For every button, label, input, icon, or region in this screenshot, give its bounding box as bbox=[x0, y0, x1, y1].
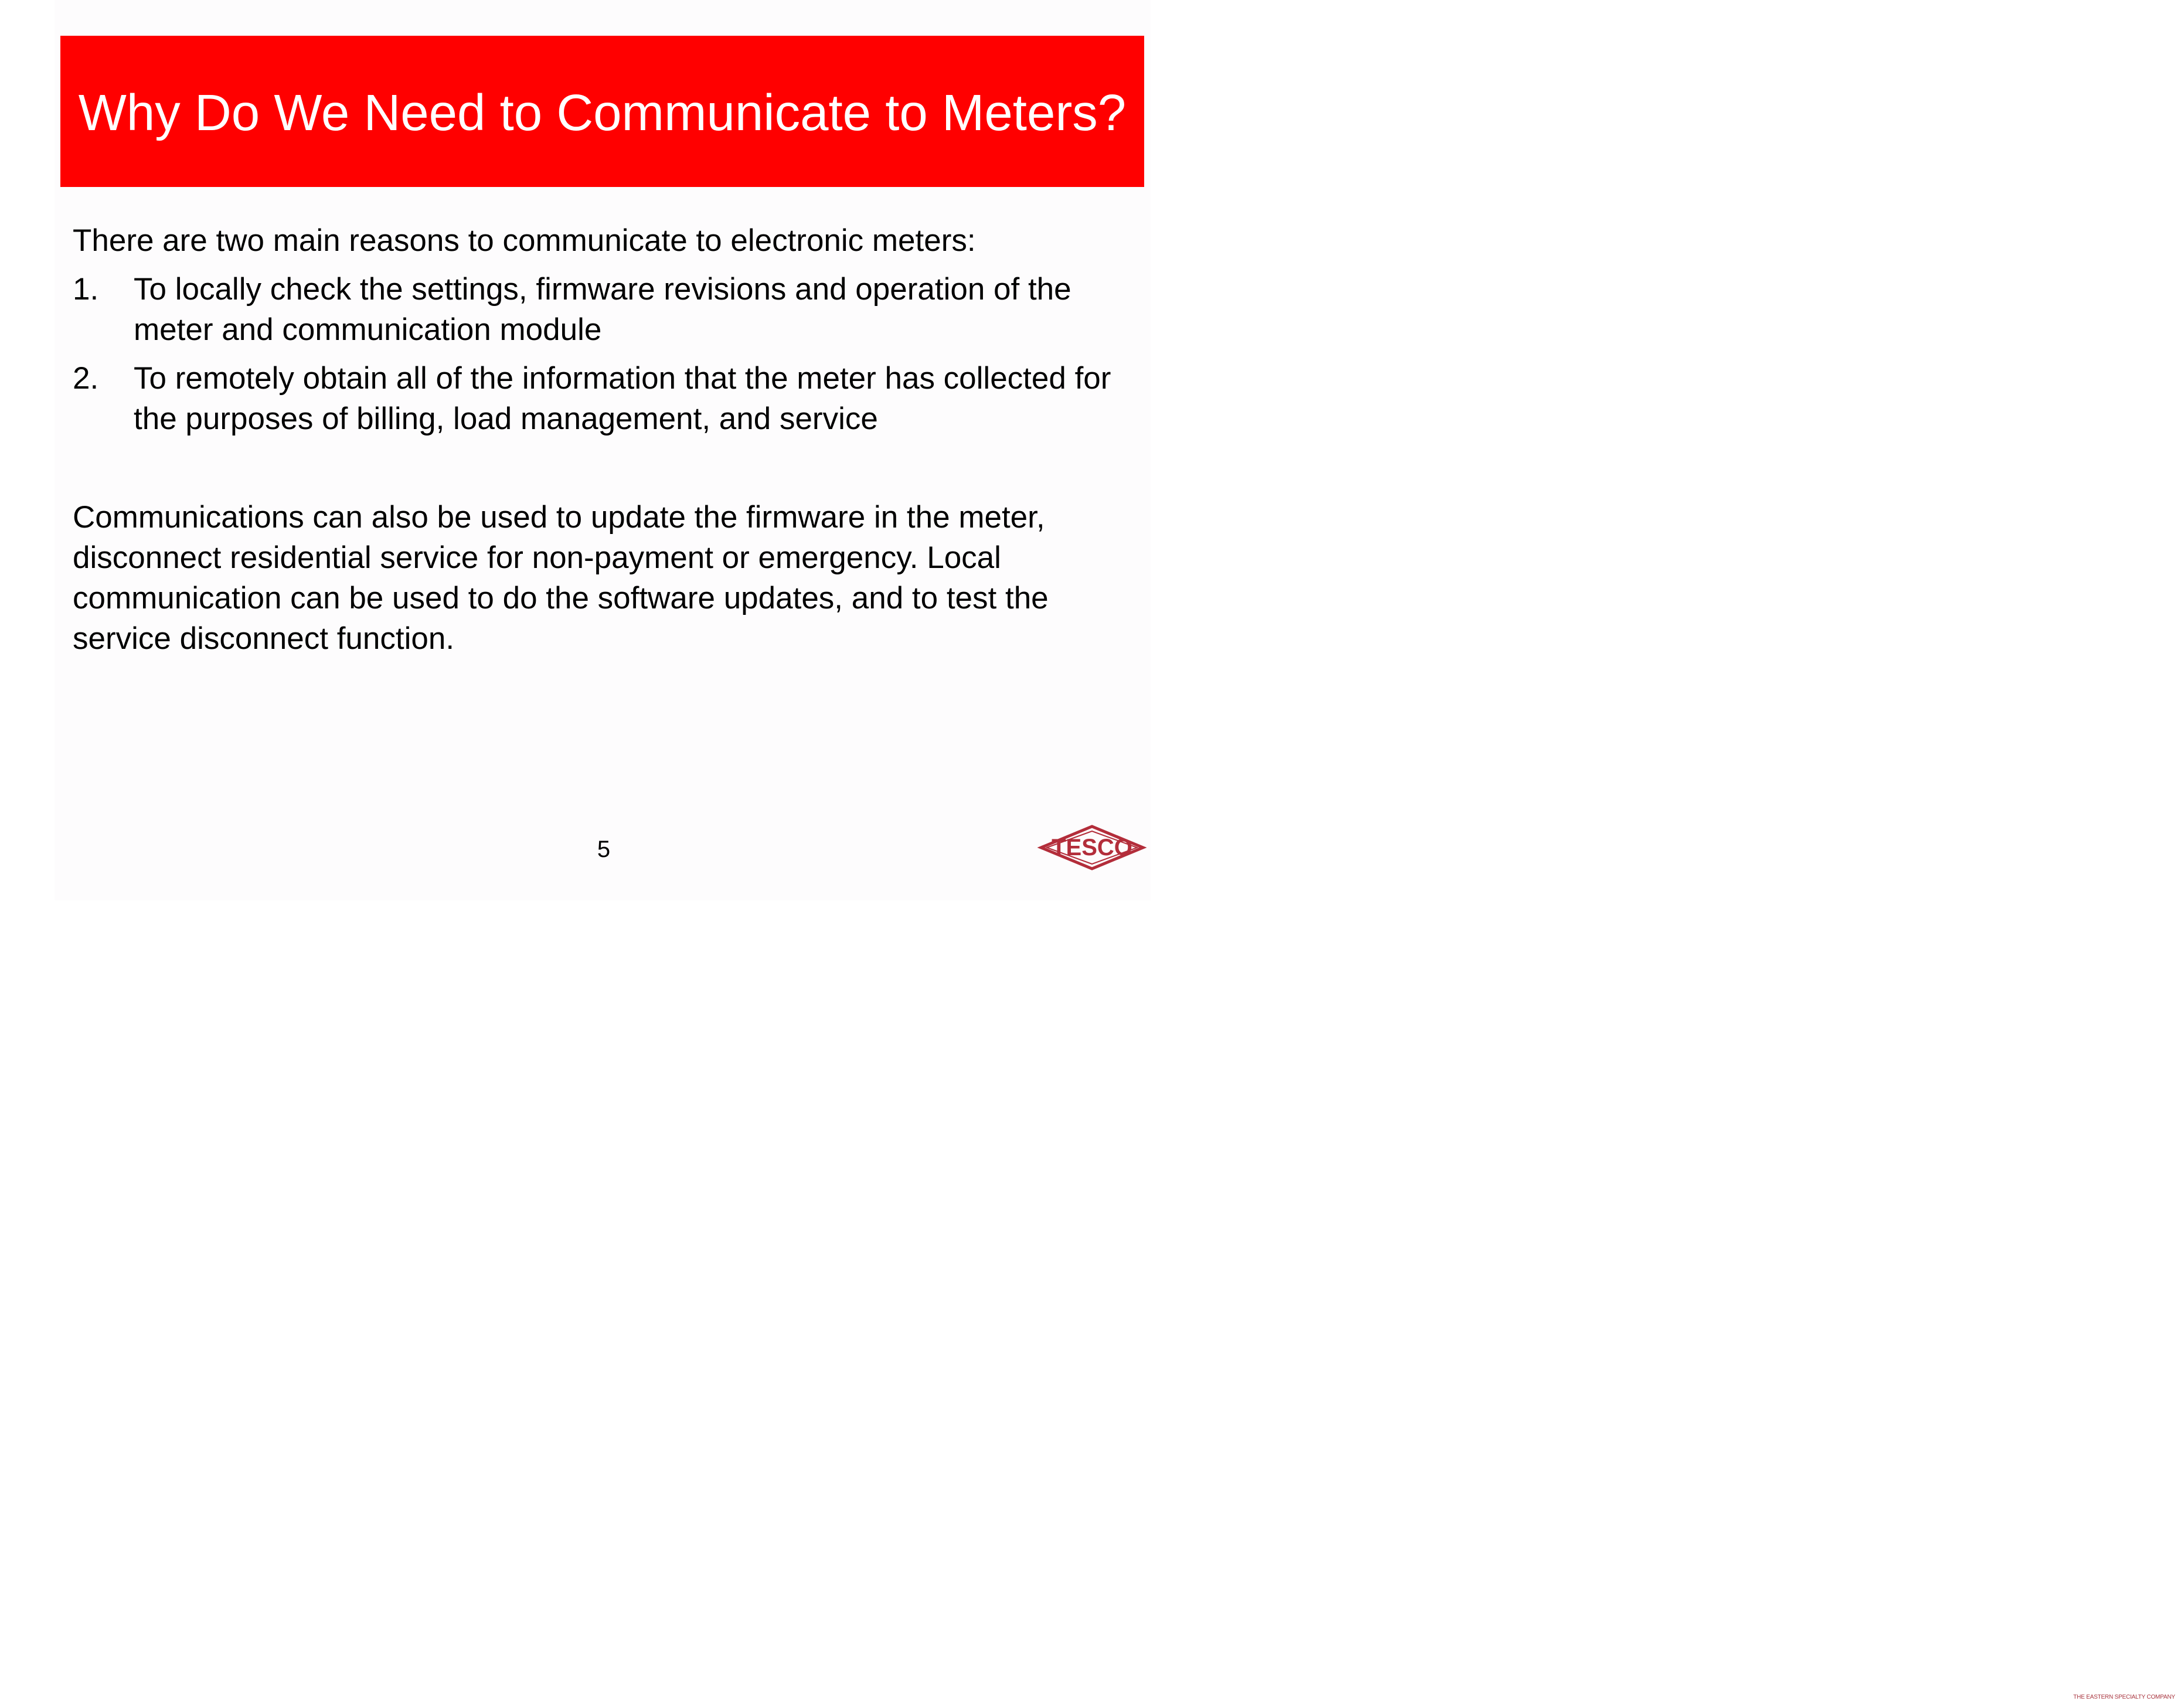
intro-text: There are two main reasons to communicate to electronic meters: bbox=[73, 223, 976, 258]
logo-letters: TESCO bbox=[1052, 835, 1132, 860]
list-item-text: To remotely obtain all of the information that the meter has collected for the purposes of billing, load management, and service bbox=[134, 361, 1111, 436]
list-item-text: To locally check the settings, firmware revisions and operation of the meter and communication module bbox=[134, 272, 1071, 347]
logo-diamond-icon bbox=[1032, 823, 1152, 872]
page-number: 5 bbox=[597, 836, 611, 862]
logo-caption: THE EASTERN SPECIALTY COMPANY bbox=[2073, 1694, 2175, 1700]
slide-body bbox=[73, 220, 1134, 659]
list-item bbox=[73, 358, 1134, 439]
extra-paragraph: Communications can also be used to update the firmware in the meter, disconnect residential service for non-payment or emergency. Local communication can be used to do the software updates, and to test the service disconnect function. bbox=[73, 500, 1049, 656]
title-banner bbox=[60, 36, 1144, 187]
tesco-logo bbox=[1032, 823, 2175, 1700]
list-item-number: 1. bbox=[73, 272, 99, 307]
slide-title: Why Do We Need to Communicate to Meters? bbox=[78, 84, 1127, 141]
list-item bbox=[73, 269, 1134, 350]
reason-list bbox=[73, 269, 1134, 439]
list-item-number: 2. bbox=[73, 361, 99, 396]
